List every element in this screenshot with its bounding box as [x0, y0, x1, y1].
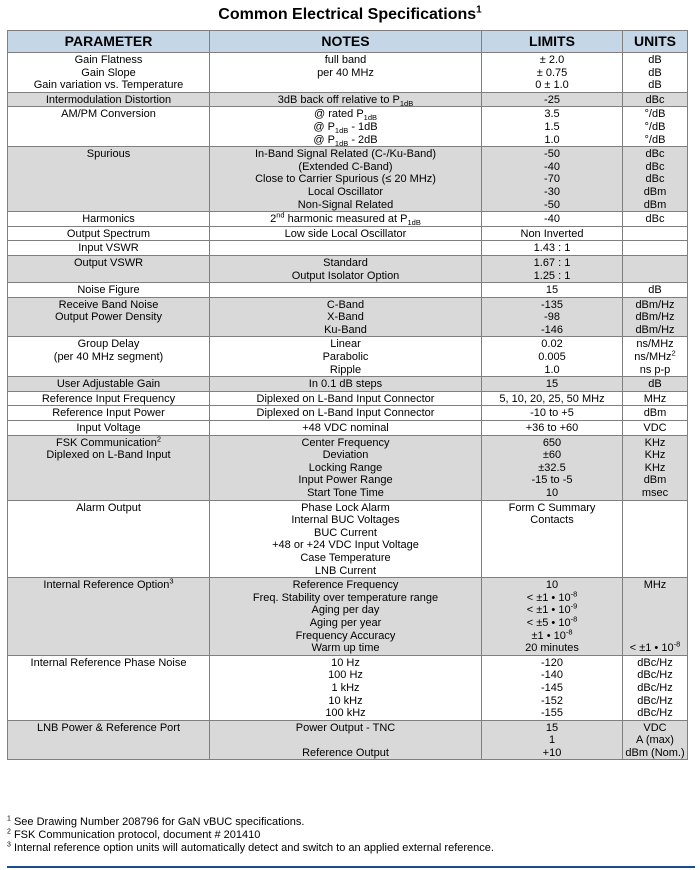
row-lnb-power	[8, 720, 688, 760]
param-cell: Reference Input Power	[8, 406, 210, 421]
limits-cell: -25	[482, 92, 623, 107]
notes-cell: Linear Parabolic Ripple	[210, 337, 482, 377]
units-cell: dBc/Hz dBc/Hz dBc/Hz dBc/Hz dBc/Hz	[623, 655, 688, 720]
notes-cell: In-Band Signal Related (C-/Ku-Band) (Extended C-Band) Close to Carrier Spurious (≤ 20 MHz) Local Oscillator Non-Signal Related	[210, 147, 482, 212]
units-cell: dBm/Hz dBm/Hz dBm/Hz	[623, 297, 688, 337]
units-cell	[623, 500, 688, 578]
units-cell: MHz	[623, 391, 688, 406]
notes-cell: Low side Local Oscillator	[210, 226, 482, 241]
units-cell: °/dB °/dB °/dB	[623, 107, 688, 147]
param-cell: LNB Power & Reference Port	[8, 720, 210, 760]
limits-cell: Form C Summary Contacts	[482, 500, 623, 578]
units-cell: dBc	[623, 92, 688, 107]
param-cell: Output Spectrum	[8, 226, 210, 241]
limits-cell: 650 ±60 ±32.5 -15 to -5 10	[482, 435, 623, 500]
limits-cell: ± 2.0 ± 0.75 0 ± 1.0	[482, 53, 623, 93]
row-internal-reference	[8, 578, 688, 656]
limits-cell: -135 -98 -146	[482, 297, 623, 337]
limits-cell: 15	[482, 377, 623, 392]
limits-cell: -10 to +5	[482, 406, 623, 421]
param-cell: Input VSWR	[8, 241, 210, 256]
notes-cell: 3dB back off relative to $P_{1dB}$	[210, 92, 482, 107]
param-cell: Harmonics	[8, 212, 210, 227]
notes-cell: Reference Frequency Freq. Stability over temperature range Aging per day Aging per year Frequency Accuracy Warm up time	[210, 578, 482, 656]
notes-cell: full band per 40 MHz	[210, 53, 482, 93]
row-input-vswr	[8, 241, 688, 256]
header-row	[8, 31, 688, 53]
units-cell: dB dB dB	[623, 53, 688, 93]
limits-cell: 1.67 : 1 1.25 : 1	[482, 255, 623, 282]
row-ref-input-frequency	[8, 391, 688, 406]
header-limits: LIMITS	[482, 31, 623, 53]
param-cell: FSK Communication$^2$ Diplexed on L-Band Input	[8, 435, 210, 500]
header-parameter: PARAMETER	[8, 31, 210, 53]
notes-cell: Standard Output Isolator Option	[210, 255, 482, 282]
notes-cell	[210, 241, 482, 256]
row-fsk	[8, 435, 688, 500]
units-cell: dB	[623, 283, 688, 298]
notes-cell: 10 Hz 100 Hz 1 kHz 10 kHz 100 kHz	[210, 655, 482, 720]
notes-cell: 2nd harmonic measured at $P_{1dB}$	[210, 212, 482, 227]
notes-cell: Diplexed on L-Band Input Connector	[210, 406, 482, 421]
param-cell: Spurious	[8, 147, 210, 212]
limits-cell: -120 -140 -145 -152 -155	[482, 655, 623, 720]
page-title: Common Electrical Specifications$^1$	[218, 4, 482, 23]
units-cell: VDC A (max) dBm (Nom.)	[623, 720, 688, 760]
limits-cell: -50 -40 -70 -30 -50	[482, 147, 623, 212]
row-gain	[8, 53, 688, 93]
header-notes: NOTES	[210, 31, 482, 53]
notes-cell: Phase Lock Alarm Internal BUC Voltages BUC Current +48 or +24 VDC Input Voltage Case Temperature LNB Current	[210, 500, 482, 578]
limits-cell: 10 < ±1 • $10^{-8}$ < ±1 • $10^{-9}$ < ±5 • $10^{-8}$ ±1 • $10^{-8}$ 20 minutes	[482, 578, 623, 656]
units-cell: dB	[623, 377, 688, 392]
row-harmonics	[8, 212, 688, 227]
units-cell: ns/MHz ns/MHz$^2$ ns p-p	[623, 337, 688, 377]
units-cell: dBc	[623, 212, 688, 227]
row-alarm-output	[8, 500, 688, 578]
header-units: UNITS	[623, 31, 688, 53]
units-cell: KHz KHz KHz dBm msec	[623, 435, 688, 500]
row-spurious	[8, 147, 688, 212]
row-receive-band-noise	[8, 297, 688, 337]
notes-cell: @ rated $P_{1dB}$ @ $P_{1dB} - 1dB$ @ $P_{1dB} - 2dB$	[210, 107, 482, 147]
param-cell: Group Delay (per 40 MHz segment)	[8, 337, 210, 377]
limits-cell: 3.5 1.5 1.0	[482, 107, 623, 147]
row-ref-input-power	[8, 406, 688, 421]
row-group-delay	[8, 337, 688, 377]
notes-cell	[210, 283, 482, 298]
notes-cell: +48 VDC nominal	[210, 421, 482, 436]
limits-cell: 15 1 +10	[482, 720, 623, 760]
limits-cell: Non Inverted	[482, 226, 623, 241]
units-cell: dBc dBc dBc dBm dBm	[623, 147, 688, 212]
row-noise-figure	[8, 283, 688, 298]
param-cell: Intermodulation Distortion	[8, 92, 210, 107]
footnote-3: $^3$ Internal reference option units will automatically detect and switch to an applied external reference.	[7, 841, 494, 854]
row-ampm	[8, 107, 688, 147]
row-user-gain	[8, 377, 688, 392]
limits-cell: +36 to +60	[482, 421, 623, 436]
limits-cell: 5, 10, 20, 25, 50 MHz	[482, 391, 623, 406]
notes-cell: C-Band X-Band Ku-Band	[210, 297, 482, 337]
units-cell: MHz < ±1 • $10^{-8}$	[623, 578, 688, 656]
param-cell: Gain Flatness Gain Slope Gain variation vs. Temperature	[8, 53, 210, 93]
limits-cell: -40	[482, 212, 623, 227]
param-cell: User Adjustable Gain	[8, 377, 210, 392]
limits-cell: 1.43 : 1	[482, 241, 623, 256]
param-cell: Internal Reference Option$^3$	[8, 578, 210, 656]
spec-table	[7, 30, 688, 760]
notes-cell: Center Frequency Deviation Locking Range Input Power Range Start Tone Time	[210, 435, 482, 500]
limits-cell: 0.02 0.005 1.0	[482, 337, 623, 377]
param-cell: AM/PM Conversion	[8, 107, 210, 147]
units-cell	[623, 241, 688, 256]
param-cell: Reference Input Frequency	[8, 391, 210, 406]
units-cell: dBm	[623, 406, 688, 421]
row-output-spectrum	[8, 226, 688, 241]
param-cell: Noise Figure	[8, 283, 210, 298]
param-cell: Input Voltage	[8, 421, 210, 436]
units-cell	[623, 226, 688, 241]
footnote-2: $^2$ FSK Communication protocol, document # 201410	[7, 828, 261, 841]
row-output-vswr	[8, 255, 688, 282]
units-cell: VDC	[623, 421, 688, 436]
param-cell: Receive Band Noise Output Power Density	[8, 297, 210, 337]
units-cell	[623, 255, 688, 282]
param-cell: Output VSWR	[8, 255, 210, 282]
row-imd	[8, 92, 688, 107]
notes-cell: In 0.1 dB steps	[210, 377, 482, 392]
limits-cell: 15	[482, 283, 623, 298]
footnote-1: $^1$ See Drawing Number 208796 for GaN vBUC specifications.	[7, 815, 305, 828]
notes-cell: Diplexed on L-Band Input Connector	[210, 391, 482, 406]
param-cell: Alarm Output	[8, 500, 210, 578]
bottom-rule	[7, 866, 695, 868]
notes-cell: Power Output - TNC Reference Output	[210, 720, 482, 760]
param-cell: Internal Reference Phase Noise	[8, 655, 210, 720]
row-phase-noise	[8, 655, 688, 720]
row-input-voltage	[8, 421, 688, 436]
